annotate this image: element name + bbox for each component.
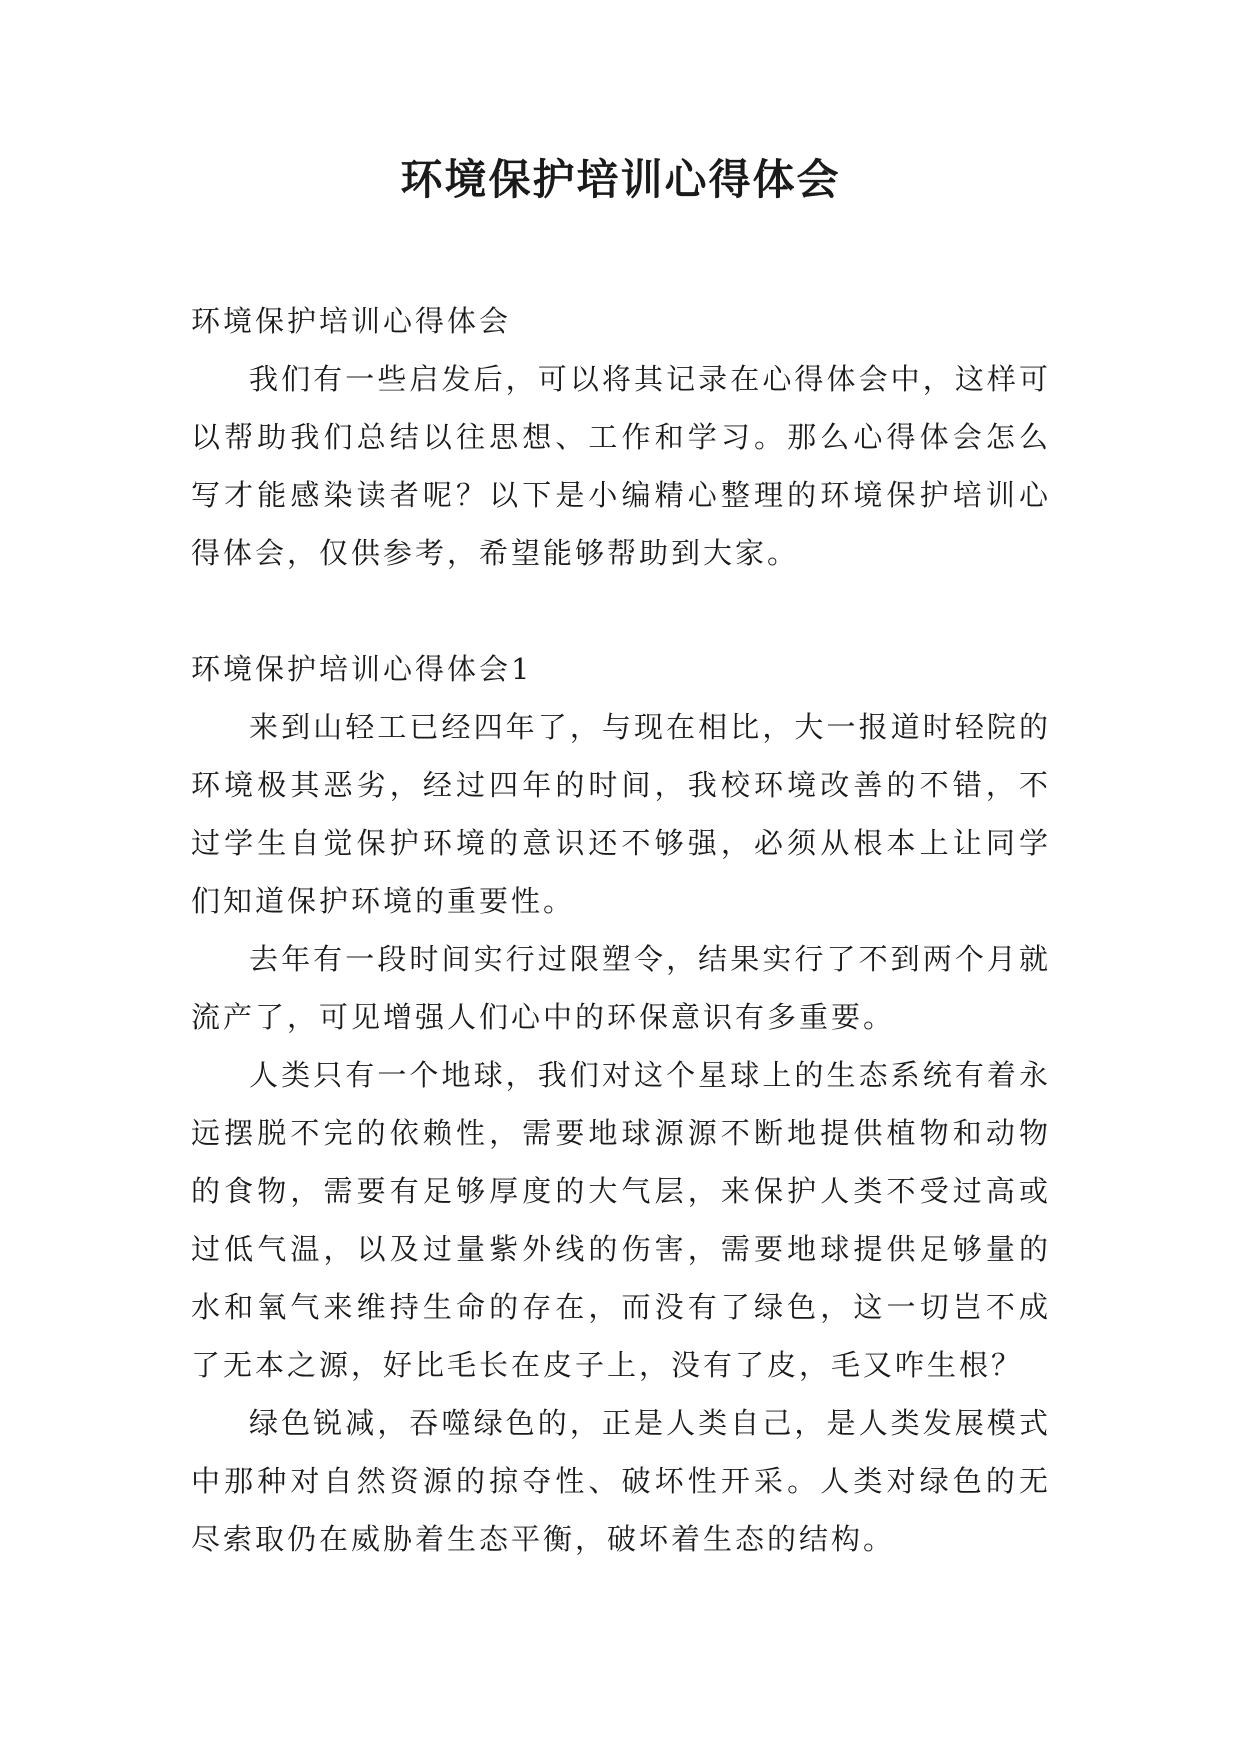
section-heading: 环境保护培训心得体会1 (191, 652, 533, 686)
intro-paragraph: 我们有一些启发后，可以将其记录在心得体会中，这样可以帮助我们总结以往思想、工作和学习。那么心得体会怎么写才能感染读者呢？以下是小编精心整理的环境保护培训心得体会，仅供参考，希望能够帮助到大家。 (191, 362, 1051, 570)
intro-heading: 环境保护培训心得体会 (191, 304, 512, 338)
document-body (191, 292, 1051, 1568)
document-title: 环境保护培训心得体会 (400, 155, 841, 204)
body-paragraph: 来到山轻工已经四年了，与现在相比，大一报道时轻院的环境极其恶劣，经过四年的时间，我校环境改善的不错，不过学生自觉保护环境的意识还不够强，必须从根本上让同学们知道保护环境的重要性。 (191, 710, 1051, 918)
section-spacer (191, 582, 1051, 640)
body-paragraph: 绿色锐减，吞噬绿色的，正是人类自己，是人类发展模式中那种对自然资源的掠夺性、破坏性开采。人类对绿色的无尽索取仍在威胁着生态平衡，破坏着生态的结构。 (191, 1406, 1051, 1556)
body-paragraph: 人类只有一个地球，我们对这个星球上的生态系统有着永远摆脱不完的依赖性，需要地球源源不断地提供植物和动物的食物，需要有足够厚度的大气层，来保护人类不受过高或过低气温，以及过量紫外线的伤害，需要地球提供足够量的水和氧气来维持生命的存在，而没有了绿色，这一切岂不成了无本之源，好比毛长在皮子上，没有了皮，毛又咋生根？ (191, 1058, 1051, 1382)
body-paragraph: 去年有一段时间实行过限塑令，结果实行了不到两个月就流产了，可见增强人们心中的环保意识有多重要。 (191, 942, 1051, 1034)
